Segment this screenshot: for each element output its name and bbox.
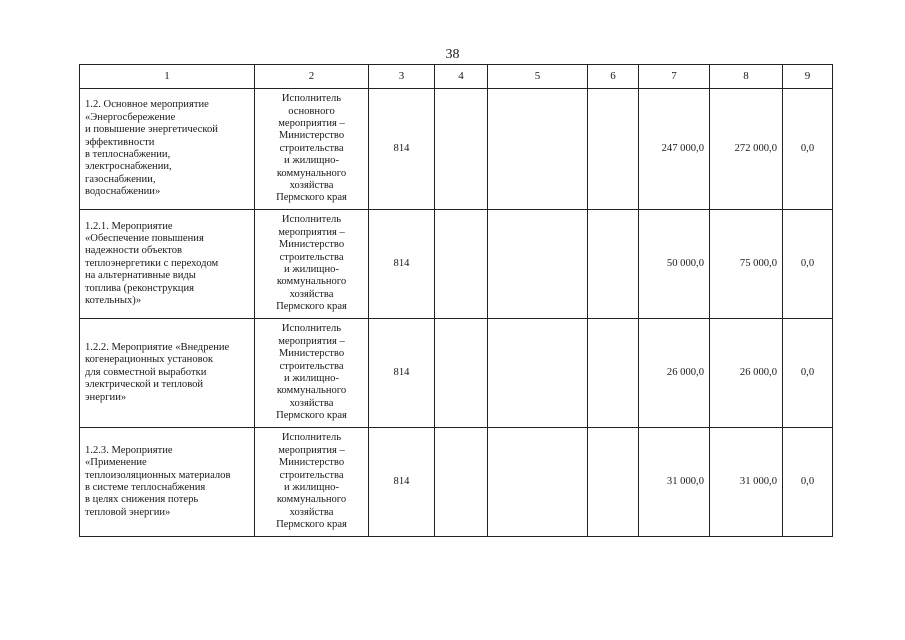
executor-cell [255,428,369,537]
table-row [80,319,833,428]
amount-cell: 31 000,0 [710,428,783,537]
executor-cell [255,210,369,319]
executor-line: Пермского края [276,410,347,422]
empty-cell [435,319,488,428]
measure-name-line: 1.2.1. Мероприятие [85,220,173,232]
page-number: 38 [445,47,460,62]
empty-cell [435,210,488,319]
executor-line: хозяйства [289,397,334,409]
executor-line: и жилищно- [284,373,339,384]
measure-name-line: 1.2.3. Мероприятие [85,444,173,456]
executor-line: мероприятия – [278,226,345,238]
amount-cell: 0,0 [783,319,833,428]
empty-cell [488,210,588,319]
measure-name-cell [80,210,255,319]
measure-name-line: энергии» [85,391,127,403]
executor-line: и жилищно- [284,264,339,275]
executor-line: Пермского края [276,519,347,531]
code-cell: 814 [369,319,435,428]
empty-cell [435,428,488,537]
column-header: 9 [783,65,833,89]
measure-name-line: топлива (реконструкция [85,282,194,294]
empty-cell [435,89,488,210]
measure-name-line: водоснабжении» [85,186,161,198]
measure-name-line: и повышение энергетической [85,124,218,136]
executor-line: Исполнитель [281,323,342,335]
table-row [80,210,833,319]
amount-cell: 26 000,0 [710,319,783,428]
header-row [80,65,833,89]
executor-line: коммунального [276,494,347,506]
amount-cell: 75 000,0 [710,210,783,319]
executor-line: и жилищно- [284,155,339,167]
executor-line: Министерство [278,457,345,469]
empty-cell [488,319,588,428]
empty-cell [588,319,639,428]
executor-line: Министерство [278,130,345,142]
executor-line: хозяйства [289,180,334,192]
empty-cell [588,89,639,210]
executor-line: строительства [279,251,344,263]
measure-name-line: надежности объектов [85,245,183,257]
measure-name-line: эффективности [85,136,155,148]
empty-cell [488,428,588,537]
measure-name-line: в системе теплоснабжения [85,482,206,493]
measure-name-line: электрической и тепловой [85,379,204,391]
column-header: 4 [435,65,488,89]
empty-cell [588,210,639,319]
executor-line: строительства [279,142,344,154]
measure-name-line: 1.2.2. Мероприятие «Внедрение [85,341,230,353]
measure-name-line: теплоизоляционных материалов [85,469,231,481]
column-header: 6 [588,65,639,89]
executor-line: Министерство [278,239,345,251]
column-header: 5 [488,65,588,89]
measure-name-line: тепловой энергии» [85,506,171,518]
measure-name-line: для совместной выработки [85,366,207,378]
column-header: 7 [639,65,710,89]
executor-line: Пермского края [276,192,347,204]
executor-line: коммунального [276,276,347,288]
executor-line: Исполнитель [281,214,342,226]
measure-name-cell [80,319,255,428]
amount-cell: 247 000,0 [639,89,710,210]
executor-line: строительства [279,360,344,372]
measure-name-line: в целях снижения потерь [85,494,199,506]
column-header: 3 [369,65,435,89]
executor-line: основного [288,105,335,117]
measure-name-line: котельных)» [85,295,142,307]
amount-cell: 26 000,0 [639,319,710,428]
executor-line: Министерство [278,348,345,360]
executor-cell [255,89,369,210]
executor-line: Исполнитель [281,93,342,105]
code-cell: 814 [369,210,435,319]
code-cell: 814 [369,428,435,537]
measure-name-line: электроснабжении, [85,161,172,173]
executor-line: Исполнитель [281,432,342,444]
measure-name-line: 1.2. Основное мероприятие [85,99,209,111]
measure-name-line: в теплоснабжении, [85,149,171,160]
table-row [80,89,833,210]
measure-name-cell [80,428,255,537]
executor-line: коммунального [276,385,347,397]
amount-cell: 0,0 [783,428,833,537]
column-header: 8 [710,65,783,89]
executor-line: строительства [279,469,344,481]
table-header [80,65,833,89]
empty-cell [488,89,588,210]
measure-name-line: на альтернативные виды [85,270,196,282]
measure-name-line: «Обеспечение повышения [85,232,204,244]
amount-cell: 0,0 [783,89,833,210]
empty-cell [588,428,639,537]
executor-line: мероприятия – [278,444,345,456]
budget-table [79,64,833,537]
amount-cell: 50 000,0 [639,210,710,319]
measure-name-line: «Энергосбережение [85,111,176,123]
executor-line: мероприятия – [278,117,345,129]
column-header: 2 [255,65,369,89]
code-cell: 814 [369,89,435,210]
executor-line: и жилищно- [284,482,339,493]
executor-line: Пермского края [276,301,347,313]
table-body [80,89,833,537]
amount-cell: 0,0 [783,210,833,319]
measure-name-line: газоснабжении, [85,173,156,185]
amount-cell: 272 000,0 [710,89,783,210]
measure-name-line: когенерационных установок [85,354,214,366]
executor-line: хозяйства [289,506,334,518]
executor-cell [255,319,369,428]
measure-name-cell [80,89,255,210]
table-row [80,428,833,537]
measure-name-line: теплоэнергетики с переходом [85,257,219,269]
executor-line: коммунального [276,167,347,179]
executor-line: хозяйства [289,288,334,300]
executor-line: мероприятия – [278,335,345,347]
column-header: 1 [80,65,255,89]
measure-name-line: «Применение [85,457,147,469]
amount-cell: 31 000,0 [639,428,710,537]
